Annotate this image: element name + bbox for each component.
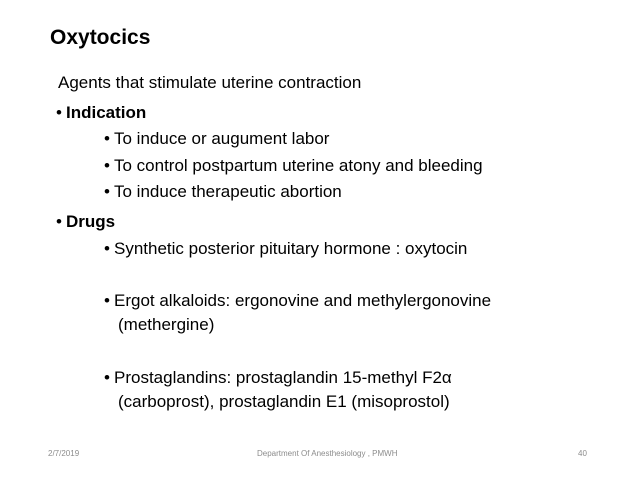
list-item [104, 290, 491, 312]
section-heading-indication [56, 102, 146, 124]
bullet-icon: • [104, 129, 110, 148]
list-item [104, 155, 483, 177]
list-item-text: To induce therapeutic abortion [114, 182, 342, 201]
bullet-icon: • [104, 239, 110, 258]
footer-department: Department Of Anesthesiology , PMWH [257, 449, 398, 458]
slide-title: Oxytocics [50, 26, 151, 49]
list-item [104, 128, 329, 150]
list-item-text: To induce or augument labor [114, 129, 330, 148]
bullet-icon: • [104, 182, 110, 201]
list-item-text: Synthetic posterior pituitary hormone : oxytocin [114, 239, 468, 258]
intro-text: Agents that stimulate uterine contraction [58, 73, 362, 92]
indication-heading-label: Indication [66, 103, 147, 122]
bullet-icon: • [104, 368, 110, 387]
list-item [104, 238, 467, 260]
bullet-icon: • [104, 291, 110, 310]
bullet-icon: • [56, 212, 62, 231]
list-item [104, 367, 452, 389]
list-item-continuation: (methergine) [118, 315, 215, 334]
drugs-heading-label: Drugs [66, 212, 116, 231]
list-item-text: To control postpartum uterine atony and bleeding [114, 156, 483, 175]
bullet-icon: • [56, 103, 62, 122]
footer-date: 2/7/2019 [48, 449, 80, 458]
bullet-icon: • [104, 156, 110, 175]
footer-page-number: 40 [578, 449, 587, 458]
list-item-text: Ergot alkaloids: ergonovine and methylergonovine [114, 291, 492, 310]
list-item [104, 181, 342, 203]
list-item-continuation: (carboprost), prostaglandin E1 (misoprostol) [118, 392, 450, 411]
section-heading-drugs [56, 211, 115, 233]
list-item-text: Prostaglandins: prostaglandin 15-methyl F2α [114, 368, 452, 387]
